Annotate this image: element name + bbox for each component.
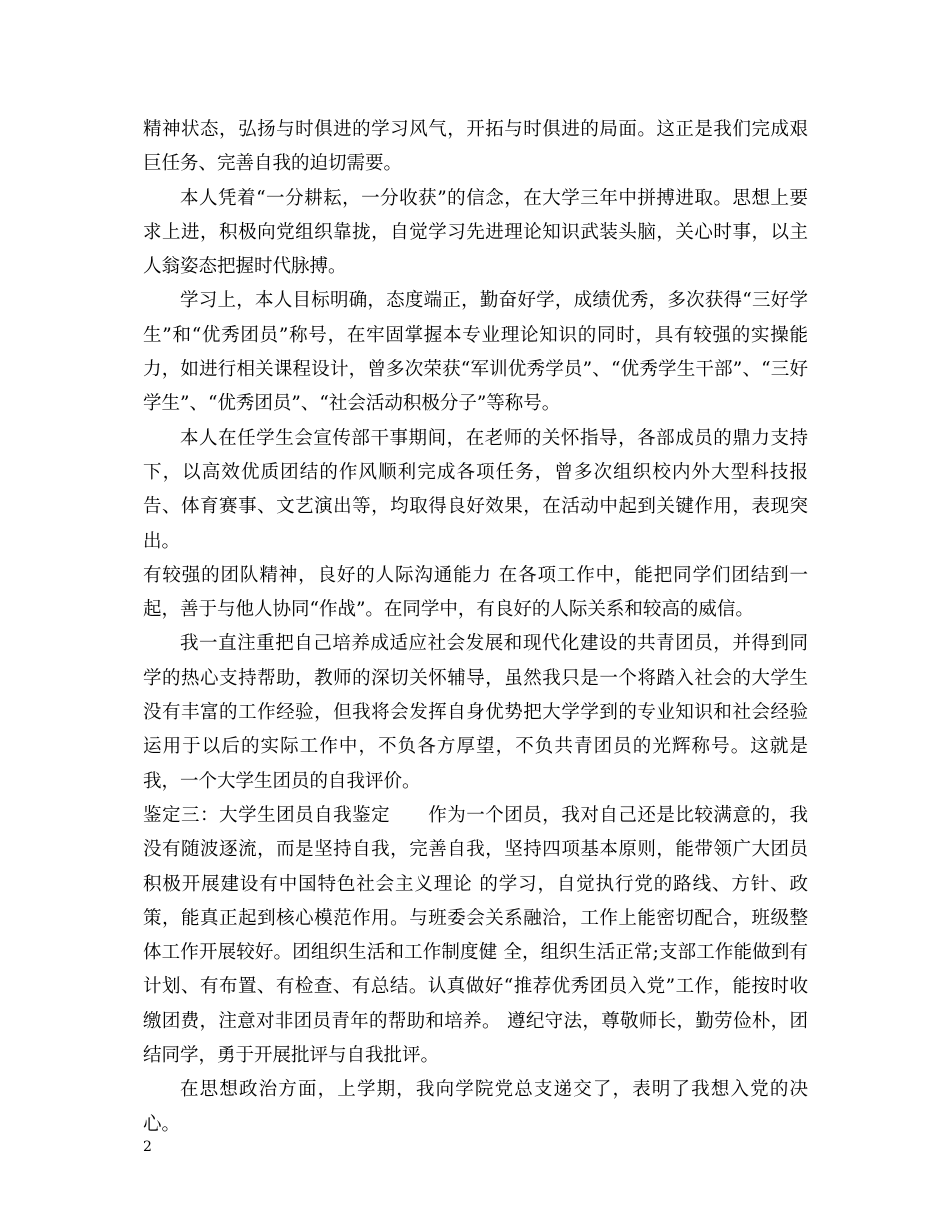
page-number: 2 bbox=[143, 1139, 152, 1155]
paragraph-4: 本人在任学生会宣传部干事期间，在老师的关怀指导，各部成员的鼎力支持下，以高效优质团结的作风顺利完成各项任务，曾多次组织校内外大型科技报告、体育赛事、文艺演出等，均取得良好效果，在活动中起到关键作用，表现突出。 bbox=[143, 427, 808, 552]
paragraph-6: 我一直注重把自己培养成适应社会发展和现代化建设的共青团员，并得到同学的热心支持帮助，教师的深切关怀辅导，虽然我只是一个将踏入社会的大学生没有丰富的工作经验，但我将会发挥自身优势把大学学到的专业知识和社会经验运用于以后的实际工作中，不负各方厚望，不负共青团员的光辉称号。这就是我，一个大学生团员的自我评价。 bbox=[143, 633, 808, 792]
paragraph-8: 在思想政治方面，上学期，我向学院党总支递交了，表明了我想入党的决心。 bbox=[143, 1079, 808, 1135]
paragraph-3: 学习上，本人目标明确，态度端正，勤奋好学，成绩优秀，多次获得“三好学生”和“优秀团员”称号，在牢固掌握本专业理论知识的同时，具有较强的实操能力，如进行相关课程设计，曾多次荣获“军训优秀学员”、“优秀学生干部”、“三好学生”、“优秀团员”、“社会活动积极分子”等称号。 bbox=[143, 290, 808, 415]
paragraph-7: 鉴定三：大学生团员自我鉴定 作为一个团员，我对自己还是比较满意的，我没有随波逐流，而是坚持自我，完善自我，坚持四项基本原则，能带领广大团员积极开展建设有中国特色社会主义理论 的学习，自觉执行党的路线、方针、政策，能真正起到核心模范作用。与班委会关系融洽，工作上能密切配合，班级整体工作开展较好。团组织生活和工作制度健 全，组织生活正常;支部工作能做到有计划、有布置、有检查、有总结。认真做好“推荐优秀团员入党”工作，能按时收缴团费，注意对非团员青年的帮助和培养。 遵纪守法，尊敬师长，勤劳俭朴，团结同学，勇于开展批评与自我批评。 bbox=[143, 804, 808, 1067]
paragraph-2: 本人凭着“一分耕耘，一分收获”的信念，在大学三年中拼搏进取。思想上要求上进，积极向党组织靠拢，自觉学习先进理论知识武装头脑，关心时事，以主人翁姿态把握时代脉搏。 bbox=[143, 187, 808, 278]
paragraph-5: 有较强的团队精神，良好的人际沟通能力 在各项工作中，能把同学们团结到一起，善于与他人协同“作战”。在同学中，有良好的人际关系和较高的威信。 bbox=[143, 564, 808, 621]
paragraph-1: 精神状态，弘扬与时俱进的学习风气，开拓与时俱进的局面。这正是我们完成艰巨任务、完善自我的迫切需要。 bbox=[143, 119, 808, 175]
document-body bbox=[143, 113, 808, 1142]
